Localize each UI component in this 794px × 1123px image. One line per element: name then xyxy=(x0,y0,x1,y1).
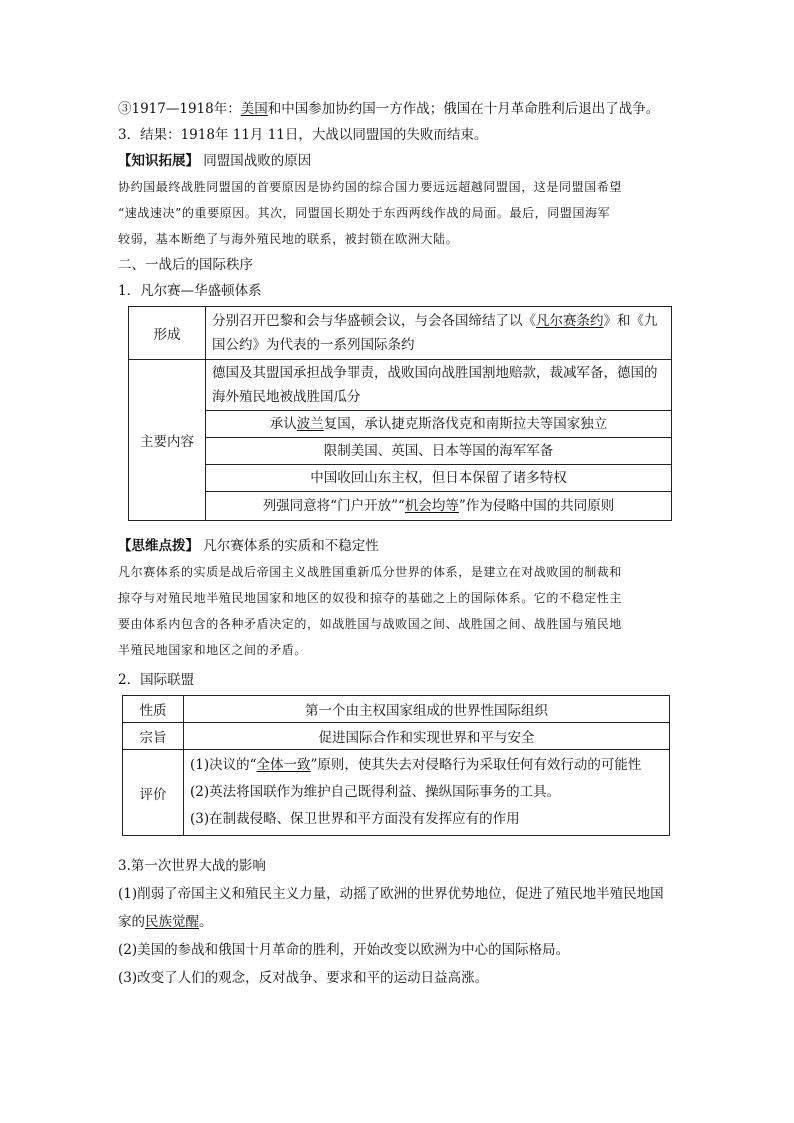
knowledge-text-line: “速战速决”的重要原因。其次，同盟国长期处于东西两线作战的局面。最后，同盟国海军 xyxy=(118,206,611,220)
knowledge-text-line: 协约国最终战胜同盟国的首要原因是协约国的综合国力要远远超越同盟国，这是同盟国希望 xyxy=(118,180,623,194)
impact-item-continued: 家的民族觉醒。 xyxy=(118,914,213,930)
formation-cell: 分别召开巴黎和会与华盛顿会议，与会各国缔结了以《凡尔赛条约》和《九国公约》为代表的一系列国际条约 xyxy=(206,307,672,360)
table-row xyxy=(129,492,672,521)
thinking-heading xyxy=(118,533,678,559)
evaluation-item: (3)在制裁侵略、保卫世界和平方面没有发挥应有的作用 xyxy=(190,811,520,827)
purpose-cell: 促进国际合作和实现世界和平与安全 xyxy=(184,723,670,750)
table-row xyxy=(129,438,672,465)
thinking-tag: 【思维点拨】 xyxy=(118,538,199,554)
evaluation-label: 评价 xyxy=(123,750,184,836)
wwi-phase3-line: ③1917—1918年：美国和中国参加协约国一方作战；俄国在十月革命胜利后退出了战争。 xyxy=(118,101,660,117)
knowledge-tag: 【知识拓展】 xyxy=(118,153,199,169)
impact-item: (2)美国的参战和俄国十月革命的胜利，开始改变以欧洲为中心的国际格局。 xyxy=(118,942,570,958)
table-row xyxy=(129,465,672,492)
main-content-row: 承认波兰复国，承认捷克斯洛伐克和南斯拉夫等国家独立 xyxy=(206,411,672,438)
knowledge-text-line: 较弱，基本断绝了与海外殖民地的联系，被封锁在欧洲大陆。 xyxy=(118,232,459,246)
underlined-usa: 美国 xyxy=(240,101,268,117)
main-content-row: 中国收回山东主权，但日本保留了诸多特权 xyxy=(206,465,672,492)
thinking-text-line: 凡尔赛体系的实质是战后帝国主义战胜国重新瓜分世界的体系，是建立在对战败国的制裁和 xyxy=(118,565,623,579)
evaluation-cell xyxy=(184,750,670,836)
thinking-text-line: 要由体系内包含的各种矛盾决定的，如战胜国与战败国之间、战胜国之间、战胜国与殖民地 xyxy=(118,617,623,631)
formation-label: 形成 xyxy=(129,307,206,360)
nature-label: 性质 xyxy=(123,696,184,723)
evaluation-item: (2)英法将国联作为维护自己既得利益、操纵国际事务的工具。 xyxy=(190,784,561,800)
nature-cell: 第一个由主权国家组成的世界性国际组织 xyxy=(184,696,670,723)
table-row xyxy=(129,360,672,411)
thinking-text-line: 掠夺与对殖民地半殖民地国家和地区的奴役和掠夺的基础之上的国际体系。它的不稳定性主 xyxy=(118,591,623,605)
table-row xyxy=(123,723,670,750)
impact-item: (3)改变了人们的观念，反对战争、要求和平的运动日益高涨。 xyxy=(118,970,489,986)
table-row xyxy=(123,696,670,723)
section-heading: 二、一战后的国际秩序 xyxy=(118,257,253,273)
document-page xyxy=(118,96,678,992)
subsection-heading: 1．凡尔赛—华盛顿体系 xyxy=(118,283,262,299)
thinking-text-line: 半殖民地国家和地区之间的矛盾。 xyxy=(118,643,308,657)
main-content-row: 德国及其盟国承担战争罪责，战败国向战胜国割地赔款，裁减军备，德国的海外殖民地被战胜国瓜分 xyxy=(206,360,672,411)
main-content-row: 限制美国、英国、日本等国的海军军备 xyxy=(206,438,672,465)
table-row xyxy=(129,411,672,438)
purpose-label: 宗旨 xyxy=(123,723,184,750)
main-content-row: 列强同意将“门户开放”“机会均等”作为侵略中国的共同原则 xyxy=(206,492,672,521)
knowledge-heading xyxy=(118,148,678,174)
impact-item: (1)削弱了帝国主义和殖民主义力量，动摇了欧洲的世界优势地位，促进了殖民地半殖民地国 xyxy=(118,886,664,902)
war-result-line: 3．结果：1918年 11月 11日，大战以同盟国的失败而结束。 xyxy=(118,127,488,143)
evaluation-item: (1)决议的“全体一致”原则，使其失去对侵略行为采取任何有效行动的可能性 xyxy=(190,757,642,773)
impact-heading: 3.第一次世界大战的影响 xyxy=(118,858,266,874)
league-of-nations-table xyxy=(122,695,670,836)
table-row xyxy=(123,750,670,836)
knowledge-title: 同盟国战败的原因 xyxy=(203,153,312,169)
main-content-label: 主要内容 xyxy=(129,360,206,521)
thinking-title: 凡尔赛体系的实质和不稳定性 xyxy=(203,538,379,554)
subsection-heading: 2．国际联盟 xyxy=(118,672,195,688)
table-row xyxy=(129,307,672,360)
versailles-washington-table xyxy=(128,306,672,521)
